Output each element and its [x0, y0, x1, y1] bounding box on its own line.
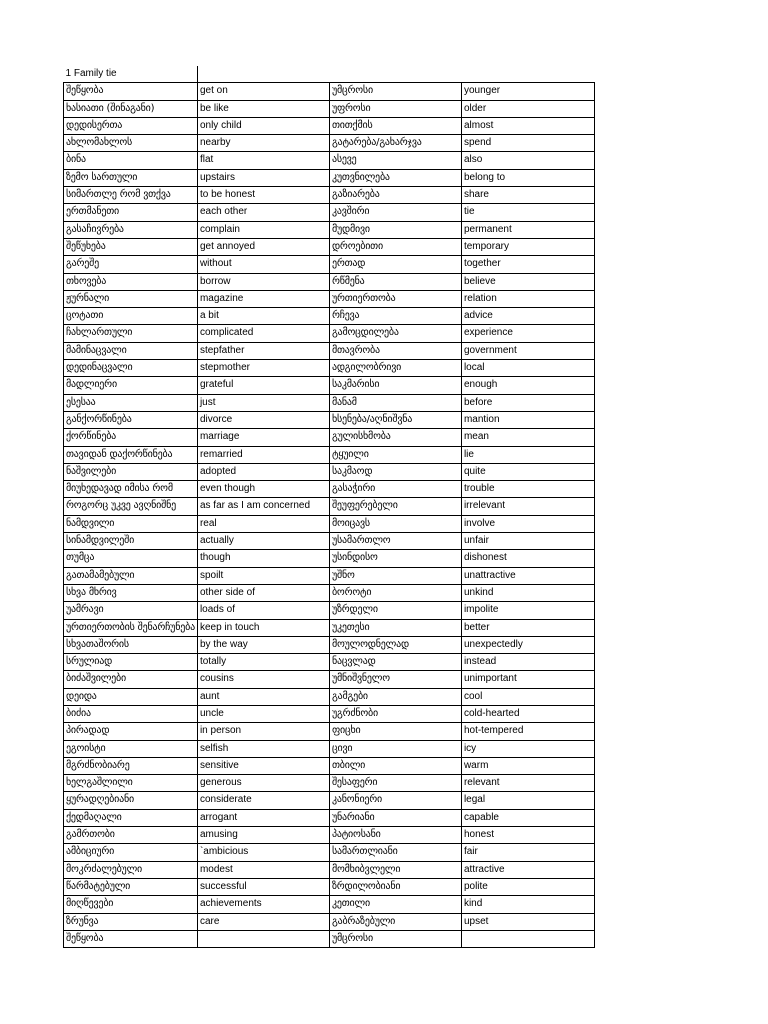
english-cell[interactable]: though: [197, 550, 329, 567]
english-cell[interactable]: share: [461, 187, 594, 204]
georgian-cell[interactable]: დედინაცვალი: [64, 360, 198, 377]
english-cell[interactable]: divorce: [197, 411, 329, 428]
georgian-cell[interactable]: რჩევა: [329, 308, 461, 325]
english-cell[interactable]: tie: [461, 204, 594, 221]
georgian-cell[interactable]: პირადად: [64, 723, 198, 740]
table-row: [64, 705, 595, 722]
vocabulary-table: [63, 66, 595, 948]
georgian-cell[interactable]: გარეშე: [64, 256, 198, 273]
table-row: [64, 308, 595, 325]
english-cell[interactable]: as far as I am concerned: [197, 498, 329, 515]
georgian-cell[interactable]: გულისხმობა: [329, 429, 461, 446]
georgian-cell[interactable]: გასაჩივრება: [64, 221, 198, 238]
table-row: [64, 152, 595, 169]
table-row: [64, 360, 595, 377]
english-cell[interactable]: better: [461, 619, 594, 636]
english-cell[interactable]: keep in touch: [197, 619, 329, 636]
english-cell[interactable]: enough: [461, 377, 594, 394]
georgian-cell[interactable]: მთავრობა: [329, 342, 461, 359]
georgian-cell[interactable]: კეთილი: [329, 896, 461, 913]
georgian-cell[interactable]: მიუხედავად იმისა რომ: [64, 481, 198, 498]
table-row: [64, 930, 595, 947]
table-row: [64, 238, 595, 255]
english-cell[interactable]: `ambicious: [197, 844, 329, 861]
english-cell[interactable]: actually: [197, 533, 329, 550]
english-cell[interactable]: grateful: [197, 377, 329, 394]
georgian-cell[interactable]: ზრუნვა: [64, 913, 198, 930]
georgian-cell[interactable]: მანამ: [329, 394, 461, 411]
table-row: [64, 446, 595, 463]
georgian-cell[interactable]: გასაჭირი: [329, 481, 461, 498]
english-cell[interactable]: kind: [461, 896, 594, 913]
georgian-cell[interactable]: სხვა მხრივ: [64, 584, 198, 601]
english-cell[interactable]: to be honest: [197, 187, 329, 204]
georgian-cell[interactable]: გაბრაზებული: [329, 913, 461, 930]
georgian-cell[interactable]: უმნიშვნელო: [329, 671, 461, 688]
table-row: [64, 757, 595, 774]
english-cell[interactable]: unkind: [461, 584, 594, 601]
english-cell[interactable]: quite: [461, 463, 594, 480]
georgian-cell[interactable]: სრულიად: [64, 654, 198, 671]
georgian-cell[interactable]: თხოვება: [64, 273, 198, 290]
georgian-cell[interactable]: უნარიანი: [329, 809, 461, 826]
georgian-cell[interactable]: თითქმის: [329, 117, 461, 134]
georgian-cell[interactable]: ახლომახლოს: [64, 135, 198, 152]
english-cell[interactable]: amusing: [197, 827, 329, 844]
english-cell[interactable]: impolite: [461, 602, 594, 619]
english-cell[interactable]: polite: [461, 878, 594, 895]
english-cell[interactable]: real: [197, 515, 329, 532]
georgian-cell[interactable]: ყურადღებიანი: [64, 792, 198, 809]
table-row: [64, 878, 595, 895]
table-row: [64, 256, 595, 273]
table-row: [64, 688, 595, 705]
table-row: [64, 861, 595, 878]
english-cell[interactable]: together: [461, 256, 594, 273]
english-cell[interactable]: marriage: [197, 429, 329, 446]
english-cell[interactable]: flat: [197, 152, 329, 169]
georgian-cell[interactable]: გამგები: [329, 688, 461, 705]
georgian-cell[interactable]: რწმენა: [329, 273, 461, 290]
georgian-cell[interactable]: ნაცვლად: [329, 654, 461, 671]
table-row: [64, 463, 595, 480]
english-cell[interactable]: trouble: [461, 481, 594, 498]
georgian-cell[interactable]: ამბიციური: [64, 844, 198, 861]
table-row: [64, 723, 595, 740]
georgian-cell[interactable]: უსამართლო: [329, 533, 461, 550]
georgian-cell[interactable]: ესესაა: [64, 394, 198, 411]
english-cell[interactable]: complicated: [197, 325, 329, 342]
georgian-cell[interactable]: უმცროსი: [329, 83, 461, 100]
georgian-cell[interactable]: ხელგაშლილი: [64, 775, 198, 792]
table-row: [64, 429, 595, 446]
georgian-cell[interactable]: ტყუილი: [329, 446, 461, 463]
title-cell[interactable]: 1 Family tie: [64, 66, 198, 83]
georgian-cell[interactable]: დედისერთა: [64, 117, 198, 134]
english-cell[interactable]: [197, 930, 329, 947]
georgian-cell[interactable]: მამინაცვალი: [64, 342, 198, 359]
table-row: [64, 792, 595, 809]
georgian-cell[interactable]: ნამდვილი: [64, 515, 198, 532]
table-row: [64, 913, 595, 930]
english-cell[interactable]: government: [461, 342, 594, 359]
table-row: [64, 187, 595, 204]
georgian-cell[interactable]: ერთმანეთი: [64, 204, 198, 221]
english-cell[interactable]: stepmother: [197, 360, 329, 377]
georgian-cell[interactable]: მუდმივი: [329, 221, 461, 238]
english-cell[interactable]: get on: [197, 83, 329, 100]
georgian-cell[interactable]: ბოროტი: [329, 584, 461, 601]
english-cell[interactable]: successful: [197, 878, 329, 895]
table-row: [64, 671, 595, 688]
english-cell[interactable]: before: [461, 394, 594, 411]
english-cell[interactable]: cool: [461, 688, 594, 705]
english-cell[interactable]: mantion: [461, 411, 594, 428]
georgian-cell[interactable]: კავშირი: [329, 204, 461, 221]
georgian-cell[interactable]: კუთვნილება: [329, 169, 461, 186]
english-cell[interactable]: generous: [197, 775, 329, 792]
georgian-cell[interactable]: ასევე: [329, 152, 461, 169]
table-row: [64, 394, 595, 411]
english-cell[interactable]: adopted: [197, 463, 329, 480]
english-cell[interactable]: care: [197, 913, 329, 930]
georgian-cell[interactable]: თუმცა: [64, 550, 198, 567]
english-cell[interactable]: older: [461, 100, 594, 117]
georgian-cell[interactable]: მგრძნობიარე: [64, 757, 198, 774]
english-cell[interactable]: upstairs: [197, 169, 329, 186]
georgian-cell[interactable]: მოულოდნელად: [329, 636, 461, 653]
english-cell[interactable]: irrelevant: [461, 498, 594, 515]
georgian-cell[interactable]: ნაშვილები: [64, 463, 198, 480]
table-row: [64, 602, 595, 619]
table-row: [64, 221, 595, 238]
english-cell[interactable]: unattractive: [461, 567, 594, 584]
english-cell[interactable]: belong to: [461, 169, 594, 186]
table-row: [64, 342, 595, 359]
georgian-cell[interactable]: შეუფერებელი: [329, 498, 461, 515]
english-cell[interactable]: instead: [461, 654, 594, 671]
english-cell[interactable]: complain: [197, 221, 329, 238]
english-cell[interactable]: advice: [461, 308, 594, 325]
georgian-cell[interactable]: უამრავი: [64, 602, 198, 619]
georgian-cell[interactable]: საკმარისი: [329, 377, 461, 394]
georgian-cell[interactable]: ურთიერთობა: [329, 290, 461, 307]
georgian-cell[interactable]: ზემო სართული: [64, 169, 198, 186]
georgian-cell[interactable]: შეწყობა: [64, 83, 198, 100]
georgian-cell[interactable]: თბილი: [329, 757, 461, 774]
english-cell[interactable]: younger: [461, 83, 594, 100]
english-cell[interactable]: each other: [197, 204, 329, 221]
empty-cell: [461, 66, 594, 83]
english-cell[interactable]: temporary: [461, 238, 594, 255]
english-cell[interactable]: fair: [461, 844, 594, 861]
english-cell[interactable]: hot-tempered: [461, 723, 594, 740]
georgian-cell[interactable]: ცივი: [329, 740, 461, 757]
georgian-cell[interactable]: გატარება/გახარჯვა: [329, 135, 461, 152]
georgian-cell[interactable]: უფროსი: [329, 100, 461, 117]
english-cell[interactable]: [461, 930, 594, 947]
table-row: [64, 169, 595, 186]
english-cell[interactable]: relation: [461, 290, 594, 307]
english-cell[interactable]: loads of: [197, 602, 329, 619]
georgian-cell[interactable]: უსინდისო: [329, 550, 461, 567]
english-cell[interactable]: legal: [461, 792, 594, 809]
georgian-cell[interactable]: შეწყობა: [64, 930, 198, 947]
english-cell[interactable]: local: [461, 360, 594, 377]
table-row: [64, 135, 595, 152]
table-row: [64, 636, 595, 653]
english-cell[interactable]: nearby: [197, 135, 329, 152]
georgian-cell[interactable]: სამართლიანი: [329, 844, 461, 861]
georgian-cell[interactable]: ეგოისტი: [64, 740, 198, 757]
empty-cell: [329, 66, 461, 83]
english-cell[interactable]: without: [197, 256, 329, 273]
table-row: [64, 83, 595, 100]
english-cell[interactable]: warm: [461, 757, 594, 774]
english-cell[interactable]: a bit: [197, 308, 329, 325]
english-cell[interactable]: unexpectedly: [461, 636, 594, 653]
georgian-cell[interactable]: ხასიათი (შინაგანი): [64, 100, 198, 117]
english-cell[interactable]: cold-hearted: [461, 705, 594, 722]
table-row: [64, 481, 595, 498]
english-cell[interactable]: dishonest: [461, 550, 594, 567]
georgian-cell[interactable]: ჟურნალი: [64, 290, 198, 307]
english-cell[interactable]: sensitive: [197, 757, 329, 774]
georgian-cell[interactable]: სხვათაშორის: [64, 636, 198, 653]
table-row: [64, 411, 595, 428]
table-row: [64, 100, 595, 117]
georgian-cell[interactable]: მოიცავს: [329, 515, 461, 532]
georgian-cell[interactable]: ზრდილობიანი: [329, 878, 461, 895]
georgian-cell[interactable]: ჩახლართული: [64, 325, 198, 342]
georgian-cell[interactable]: პატიოსანი: [329, 827, 461, 844]
english-cell[interactable]: be like: [197, 100, 329, 117]
title-row: [64, 66, 595, 83]
georgian-cell[interactable]: შეწუხება: [64, 238, 198, 255]
english-cell[interactable]: arrogant: [197, 809, 329, 826]
georgian-cell[interactable]: ადგილობრივი: [329, 360, 461, 377]
english-cell[interactable]: unfair: [461, 533, 594, 550]
georgian-cell[interactable]: თავიდან დაქორწინება: [64, 446, 198, 463]
english-cell[interactable]: permanent: [461, 221, 594, 238]
table-row: [64, 740, 595, 757]
english-cell[interactable]: just: [197, 394, 329, 411]
english-cell[interactable]: spend: [461, 135, 594, 152]
english-cell[interactable]: honest: [461, 827, 594, 844]
table-row: [64, 290, 595, 307]
table-row: [64, 117, 595, 134]
english-cell[interactable]: almost: [461, 117, 594, 134]
georgian-cell[interactable]: ცოტათი: [64, 308, 198, 325]
english-cell[interactable]: modest: [197, 861, 329, 878]
georgian-cell[interactable]: წარმატებული: [64, 878, 198, 895]
english-cell[interactable]: attractive: [461, 861, 594, 878]
table-row: [64, 619, 595, 636]
georgian-cell[interactable]: ურთიერთობის შენარჩუნება: [64, 619, 198, 636]
georgian-cell[interactable]: მიღწევები: [64, 896, 198, 913]
english-cell[interactable]: spoilt: [197, 567, 329, 584]
georgian-cell[interactable]: გაზიარება: [329, 187, 461, 204]
english-cell[interactable]: achievements: [197, 896, 329, 913]
english-cell[interactable]: stepfather: [197, 342, 329, 359]
english-cell[interactable]: also: [461, 152, 594, 169]
table-row: [64, 844, 595, 861]
english-cell[interactable]: relevant: [461, 775, 594, 792]
table-row: [64, 567, 595, 584]
georgian-cell[interactable]: საკმაოდ: [329, 463, 461, 480]
table-row: [64, 584, 595, 601]
english-cell[interactable]: uncle: [197, 705, 329, 722]
georgian-cell[interactable]: გათამამებული: [64, 567, 198, 584]
table-row: [64, 498, 595, 515]
georgian-cell[interactable]: დროებითი: [329, 238, 461, 255]
english-cell[interactable]: even though: [197, 481, 329, 498]
english-cell[interactable]: mean: [461, 429, 594, 446]
english-cell[interactable]: upset: [461, 913, 594, 930]
georgian-cell[interactable]: მოკრძალებული: [64, 861, 198, 878]
georgian-cell[interactable]: შესაფერი: [329, 775, 461, 792]
table-row: [64, 533, 595, 550]
georgian-cell[interactable]: უგრძნობი: [329, 705, 461, 722]
table-row: [64, 204, 595, 221]
spreadsheet: [63, 66, 595, 948]
english-cell[interactable]: selfish: [197, 740, 329, 757]
english-cell[interactable]: borrow: [197, 273, 329, 290]
english-cell[interactable]: icy: [461, 740, 594, 757]
table-row: [64, 550, 595, 567]
georgian-cell[interactable]: ბიძია: [64, 705, 198, 722]
english-cell[interactable]: lie: [461, 446, 594, 463]
georgian-cell[interactable]: ქორწინება: [64, 429, 198, 446]
english-cell[interactable]: aunt: [197, 688, 329, 705]
georgian-cell[interactable]: უშნო: [329, 567, 461, 584]
georgian-cell[interactable]: როგორც უკვე ავღნიშნე: [64, 498, 198, 515]
georgian-cell[interactable]: ბინა: [64, 152, 198, 169]
english-cell[interactable]: magazine: [197, 290, 329, 307]
english-cell[interactable]: totally: [197, 654, 329, 671]
table-row: [64, 515, 595, 532]
georgian-cell[interactable]: ბიძაშვილები: [64, 671, 198, 688]
english-cell[interactable]: other side of: [197, 584, 329, 601]
georgian-cell[interactable]: უკეთესი: [329, 619, 461, 636]
table-row: [64, 654, 595, 671]
english-cell[interactable]: only child: [197, 117, 329, 134]
english-cell[interactable]: capable: [461, 809, 594, 826]
english-cell[interactable]: involve: [461, 515, 594, 532]
table-row: [64, 273, 595, 290]
english-cell[interactable]: believe: [461, 273, 594, 290]
georgian-cell[interactable]: ერთად: [329, 256, 461, 273]
georgian-cell[interactable]: გამრთობი: [64, 827, 198, 844]
empty-cell[interactable]: [197, 66, 329, 83]
georgian-cell[interactable]: კანონიერი: [329, 792, 461, 809]
english-cell[interactable]: experience: [461, 325, 594, 342]
georgian-cell[interactable]: განქორწინება: [64, 411, 198, 428]
table-row: [64, 896, 595, 913]
georgian-cell[interactable]: ფიცხი: [329, 723, 461, 740]
georgian-cell[interactable]: უზრდელი: [329, 602, 461, 619]
georgian-cell[interactable]: გამოცდილება: [329, 325, 461, 342]
table-row: [64, 809, 595, 826]
georgian-cell[interactable]: მომხიბვლელი: [329, 861, 461, 878]
table-row: [64, 827, 595, 844]
georgian-cell[interactable]: ხსენება/აღნიშვნა: [329, 411, 461, 428]
english-cell[interactable]: remarried: [197, 446, 329, 463]
georgian-cell[interactable]: მადლიერი: [64, 377, 198, 394]
english-cell[interactable]: cousins: [197, 671, 329, 688]
georgian-cell[interactable]: სიმართლე რომ ვთქვა: [64, 187, 198, 204]
table-row: [64, 377, 595, 394]
georgian-cell[interactable]: ქედმაღალი: [64, 809, 198, 826]
english-cell[interactable]: unimportant: [461, 671, 594, 688]
english-cell[interactable]: considerate: [197, 792, 329, 809]
english-cell[interactable]: by the way: [197, 636, 329, 653]
georgian-cell[interactable]: დეიდა: [64, 688, 198, 705]
table-row: [64, 325, 595, 342]
english-cell[interactable]: get annoyed: [197, 238, 329, 255]
georgian-cell[interactable]: უმცროსი: [329, 930, 461, 947]
english-cell[interactable]: in person: [197, 723, 329, 740]
table-row: [64, 775, 595, 792]
georgian-cell[interactable]: სინამდვილეში: [64, 533, 198, 550]
